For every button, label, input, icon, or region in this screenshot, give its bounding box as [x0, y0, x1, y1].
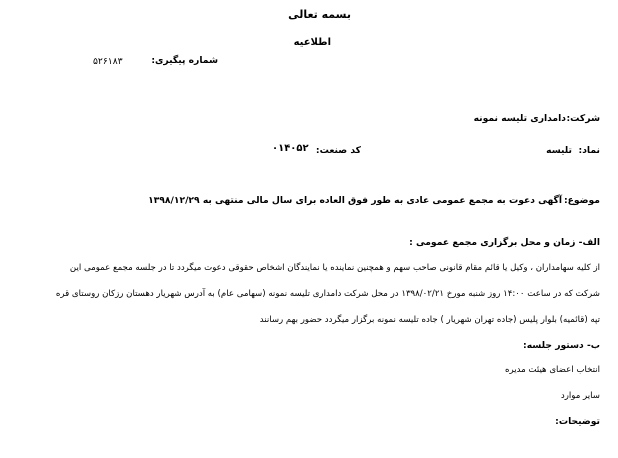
subject-label: موضوع: [563, 195, 600, 206]
notes-heading: توضیحات: [555, 416, 600, 427]
symbol-label: نماد: [578, 145, 600, 156]
bismillah-heading: بسمه تعالی [288, 8, 351, 21]
subject-text: آگهی دعوت به مجمع عمومی عادی به طور فوق العاده برای سال مالی منتهی به ۱۳۹۸/۱۲/۲۹ [148, 195, 562, 206]
section-b-heading: ب- دستور جلسه: [523, 340, 600, 351]
notice-heading: اطلاعیه [293, 37, 331, 48]
section-a-line-2: شرکت که در ساعت ۱۴:۰۰ روز شنبه مورخ ۱۳۹۸/۰۲/۲۱ در محل شرکت دامداری تلیسه نمونه (سهامی عام) به آدرس شهریار دهستان رزکان روستای قره [55, 289, 600, 299]
industry-code-value: ۰۱۴۰۵۲ [272, 143, 309, 154]
tracking-number: ۵۲۶۱۸۳ [93, 56, 123, 67]
company-label: شرکت: [566, 113, 600, 124]
agenda-item: سایر موارد [560, 391, 600, 401]
section-a-line-1: از کلیه سهامداران ، وکیل یا قائم مقام قانونی صاحب سهم و همچنین نماینده یا نمایندگان اشخاص حقوقی دعوت میگردد تا در جلسه مجمع عمومی این [69, 263, 600, 273]
tracking-label: شماره پیگیری: [151, 55, 218, 66]
section-a-heading: الف- زمان و محل برگزاری مجمع عمومی : [409, 237, 600, 248]
agenda-item: انتخاب اعضای هیئت مدیره [504, 365, 600, 375]
industry-code-label: کد صنعت: [315, 145, 361, 156]
symbol-value: تلیسه [546, 145, 572, 156]
company-name: دامداری تلیسه نمونه [473, 113, 566, 124]
section-a-line-3: تپه (قائمیه) بلوار پلیس (جاده تهران شهریار ) جاده تلیسه نمونه برگزار میگردد حضور بهم رسانند [259, 315, 600, 325]
